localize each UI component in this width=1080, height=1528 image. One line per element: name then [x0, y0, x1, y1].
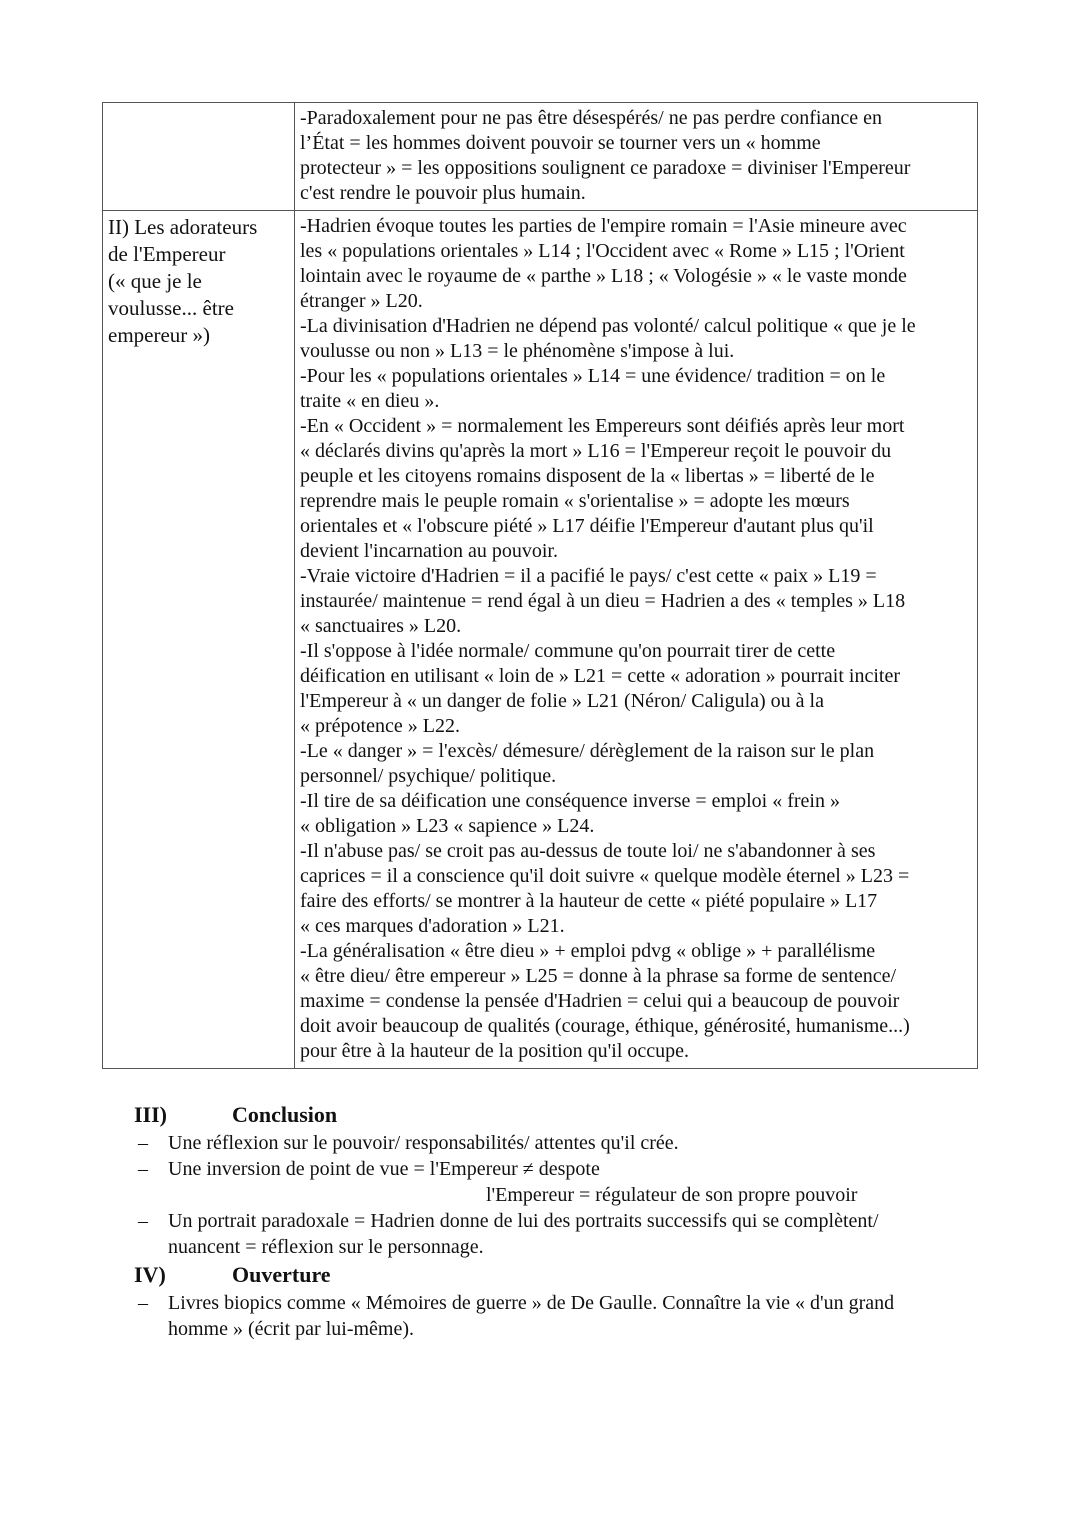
conclusion-heading	[134, 1100, 974, 1130]
text-line: nuancent = réflexion sur le personnage.	[168, 1236, 484, 1258]
text-line: Une réflexion sur le pouvoir/ responsabilités/ attentes qu'il crée.	[168, 1132, 679, 1154]
bullet-dash: –	[138, 1158, 148, 1180]
text-line: « déclarés divins qu'après la mort » L16 = l'Empereur reçoit le pouvoir du	[300, 440, 892, 462]
text-line: étranger » L20.	[300, 290, 423, 312]
list-item	[134, 1130, 974, 1156]
text-line: « ces marques d'adoration » L21.	[300, 915, 565, 937]
row2-left-cell	[103, 211, 295, 1069]
section-heading-line: de l'Empereur	[108, 242, 226, 266]
bullet-dash: –	[138, 1132, 148, 1154]
text-line: -La divinisation d'Hadrien ne dépend pas volonté/ calcul politique « que je le	[300, 315, 916, 337]
text-line: l’État = les hommes doivent pouvoir se tourner vers un « homme	[300, 132, 821, 154]
text-line: -La généralisation « être dieu » + emploi pdvg « oblige » + parallélisme	[300, 940, 876, 962]
text-line: -Pour les « populations orientales » L14 = une évidence/ tradition = on le	[300, 365, 886, 387]
section-heading-line: empereur »)	[108, 323, 211, 347]
text-line: orientales et « l'obscure piété » L17 déifie l'Empereur d'autant plus qu'il	[300, 515, 874, 537]
text-line: -Il s'oppose à l'idée normale/ commune qu'on pourrait tirer de cette	[300, 640, 836, 662]
text-line: les « populations orientales » L14 ; l'Occident avec « Rome » L15 ; l'Orient	[300, 240, 905, 262]
section-heading-line: II) Les adorateurs	[108, 215, 258, 239]
section-title: Conclusion	[232, 1102, 338, 1127]
text-line: doit avoir beaucoup de qualités (courage, éthique, générosité, humanisme...)	[300, 1015, 910, 1037]
text-line: Livres biopics comme « Mémoires de guerre » de De Gaulle. Connaître la vie « d'un grand	[168, 1292, 895, 1314]
text-line: « obligation » L23 « sapience » L24.	[300, 815, 595, 837]
list-item	[134, 1290, 974, 1342]
text-line: faire des efforts/ se montrer à la hauteur de cette « piété populaire » L17	[300, 890, 878, 912]
text-line: -Vraie victoire d'Hadrien = il a pacifié le pays/ c'est cette « paix » L19 =	[300, 565, 877, 587]
text-line: personnel/ psychique/ politique.	[300, 765, 557, 787]
text-line: instaurée/ maintenue = rend égal à un dieu = Hadrien a des « temples » L18	[300, 590, 906, 612]
row1-left-cell	[103, 103, 295, 211]
table-row	[103, 103, 978, 211]
text-line: -Il tire de sa déification une conséquence inverse = emploi « frein »	[300, 790, 840, 812]
text-line: pour être à la hauteur de la position qu'il occupe.	[300, 1040, 690, 1062]
bottom-sections	[134, 1100, 974, 1342]
text-line: -En « Occident » = normalement les Empereurs sont déifiés après leur mort	[300, 415, 905, 437]
text-line: l'Empereur = régulateur de son propre pouvoir	[486, 1184, 858, 1206]
ouverture-heading	[134, 1260, 974, 1290]
text-line: c'est rendre le pouvoir plus humain.	[300, 182, 586, 204]
text-line: maxime = condense la pensée d'Hadrien = celui qui a beaucoup de pouvoir	[300, 990, 900, 1012]
row1-right-cell	[295, 103, 978, 211]
text-line: -Hadrien évoque toutes les parties de l'empire romain = l'Asie mineure avec	[300, 215, 907, 237]
text-line: Un portrait paradoxale = Hadrien donne de lui des portraits successifs qui se complètent/	[168, 1210, 879, 1232]
text-line: peuple et les citoyens romains disposent de la « libertas » = liberté de le	[300, 465, 875, 487]
text-line: devient l'incarnation au pouvoir.	[300, 540, 558, 562]
text-line: « prépotence » L22.	[300, 715, 460, 737]
text-line: traite « en dieu ».	[300, 390, 440, 412]
list-item	[134, 1208, 974, 1260]
text-line: caprices = il a conscience qu'il doit suivre « quelque modèle éternel » L23 =	[300, 865, 910, 887]
text-line: homme » (écrit par lui-même).	[168, 1318, 415, 1340]
section-number: III)	[134, 1102, 168, 1127]
section-heading-line: (« que je le	[108, 269, 202, 293]
text-line: reprendre mais le peuple romain « s'orientalise » = adopte les mœurs	[300, 490, 850, 512]
section-title: Ouverture	[232, 1262, 331, 1287]
analysis-table	[102, 102, 978, 1069]
text-line: déification en utilisant « loin de » L21 = cette « adoration » pourrait inciter	[300, 665, 900, 687]
text-line: -Il n'abuse pas/ se croit pas au-dessus de toute loi/ ne s'abandonner à ses	[300, 840, 876, 862]
text-line: l'Empereur à « un danger de folie » L21 (Néron/ Caligula) ou à la	[300, 690, 824, 712]
row2-right-cell	[295, 211, 978, 1069]
section-number: IV)	[134, 1262, 166, 1287]
text-line: -Le « danger » = l'excès/ démesure/ dérèglement de la raison sur le plan	[300, 740, 875, 762]
bullet-dash: –	[138, 1210, 148, 1232]
text-line: protecteur » = les oppositions soulignent ce paradoxe = diviniser l'Empereur	[300, 157, 911, 179]
text-line: « être dieu/ être empereur » L25 = donne à la phrase sa forme de sentence/	[300, 965, 897, 987]
bullet-dash: –	[138, 1292, 148, 1314]
text-line: Une inversion de point de vue = l'Empereur ≠ despote	[168, 1158, 600, 1180]
text-line: lointain avec le royaume de « parthe » L18 ; « Vologésie » « le vaste monde	[300, 265, 907, 287]
text-line: voulusse ou non » L13 = le phénomène s'impose à lui.	[300, 340, 735, 362]
text-line: « sanctuaires » L20.	[300, 615, 462, 637]
table-row	[103, 211, 978, 1069]
section-heading-line: voulusse... être	[108, 296, 234, 320]
text-line: -Paradoxalement pour ne pas être désespérés/ ne pas perdre confiance en	[300, 107, 882, 129]
list-item	[134, 1156, 974, 1208]
